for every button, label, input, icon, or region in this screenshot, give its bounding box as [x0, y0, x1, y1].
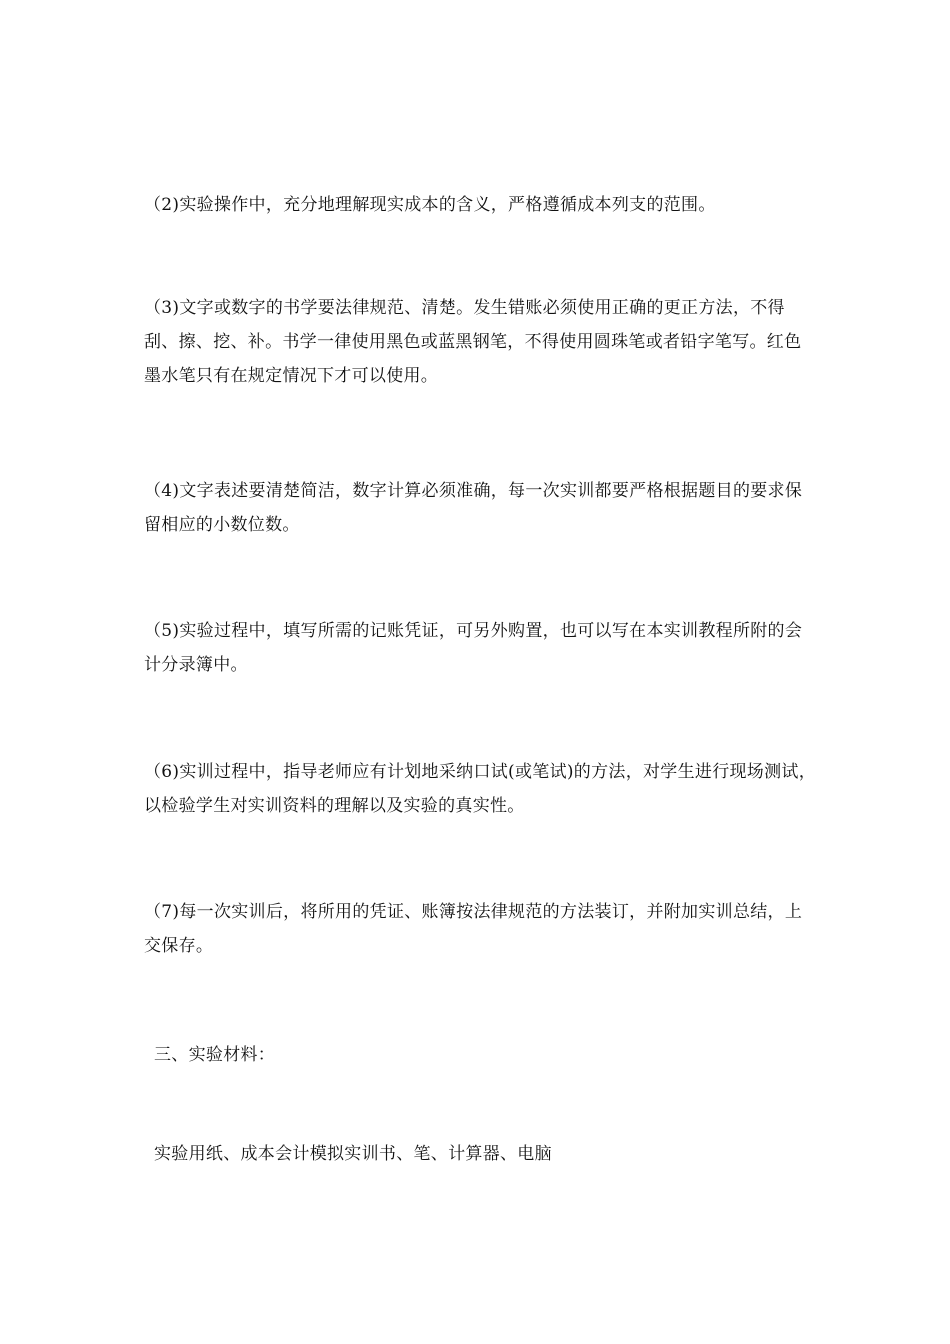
requirement-item-4: （4)文字表述要清楚简洁，数字计算必须准确，每一次实训都要严格根据题目的要求保留相应的小数位数。 [144, 481, 803, 535]
materials-list: 实验用纸、成本会计模拟实训书、笔、计算器、电脑 [154, 1144, 552, 1164]
requirement-item-7: （7)每一次实训后，将所用的凭证、账簿按法律规范的方法装订，并附加实训总结，上交保存。 [144, 902, 803, 956]
requirement-item-3: （3)文字或数字的书学要法律规范、清楚。发生错账必须使用正确的更正方法，不得刮、擦、挖、补。书学一律使用黑色或蓝黑钢笔，不得使用圆珠笔或者铅字笔写。红色墨水笔只有在规定情况下才可以使用。 [144, 298, 802, 386]
requirement-item-6: （6)实训过程中，指导老师应有计划地采纳口试(或笔试)的方法，对学生进行现场测试，以检验学生对实训资料的理解以及实验的真实性。 [144, 762, 817, 816]
section-heading-materials: 三、实验材料： [154, 1045, 276, 1065]
requirement-item-5: （5)实验过程中，填写所需的记账凭证，可另外购置，也可以写在本实训教程所附的会计分录簿中。 [144, 621, 803, 675]
requirement-item-2: （2)实验操作中，充分地理解现实成本的含义，严格遵循成本列支的范围。 [144, 195, 716, 215]
